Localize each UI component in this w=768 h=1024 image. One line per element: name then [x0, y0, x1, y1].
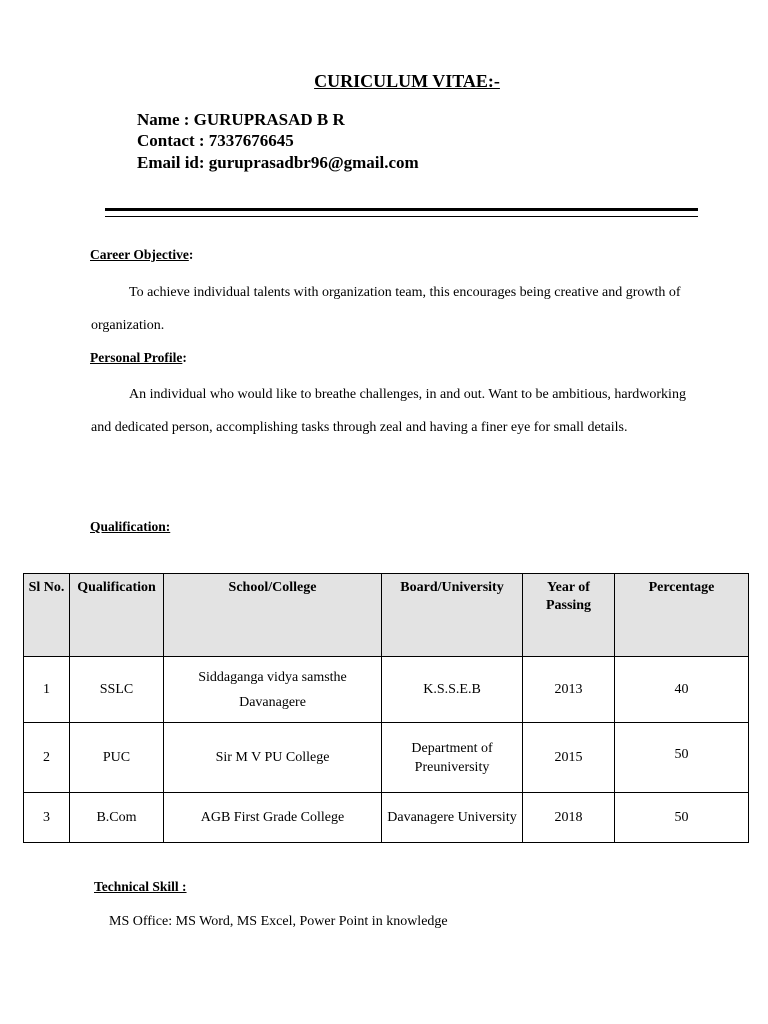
- email-line: [137, 153, 419, 173]
- header-divider: [105, 208, 698, 217]
- technical-skill-heading: Technical Skill :: [94, 879, 187, 894]
- table-header-row: [24, 574, 749, 657]
- column-header: Percentage: [615, 574, 749, 657]
- email-value: guruprasadbr96@gmail.com: [208, 153, 419, 172]
- contact-line: [137, 131, 294, 151]
- career-objective-text: [91, 276, 691, 342]
- cell-school: Sir M V PU College: [164, 723, 382, 793]
- personal-profile-heading: Personal Profile:: [90, 350, 187, 365]
- cell-percentage: 40: [615, 657, 749, 723]
- column-header: School/College: [164, 574, 382, 657]
- cell-percentage: 50: [615, 793, 749, 843]
- cell-school: Siddaganga vidya samsthe Davanagere: [164, 657, 382, 723]
- contact-value: 7337676645: [208, 131, 294, 150]
- cell-year: 2018: [523, 793, 615, 843]
- career-objective-heading: Career Objective:: [90, 247, 194, 262]
- cell-school: AGB First Grade College: [164, 793, 382, 843]
- column-header: Sl No.: [24, 574, 70, 657]
- cell-year: 2013: [523, 657, 615, 723]
- cell-sl: 3: [24, 793, 70, 843]
- personal-profile-text: [91, 378, 691, 444]
- contact-label: Contact :: [137, 131, 205, 150]
- career-objective-body: To achieve individual talents with organization team, this encourages being creative and growth of organization.: [91, 285, 681, 333]
- document-title: CURICULUM VITAE:-: [314, 71, 500, 91]
- email-label: Email id:: [137, 153, 205, 172]
- qualification-heading: Qualification:: [90, 519, 171, 534]
- name-line: [137, 110, 345, 130]
- cell-year: 2015: [523, 723, 615, 793]
- cell-board: Department of Preuniversity: [382, 723, 523, 793]
- cell-board: Davanagere University: [382, 793, 523, 843]
- cell-qualification: PUC: [70, 723, 164, 793]
- name-label: Name :: [137, 110, 190, 129]
- column-header: Qualification: [70, 574, 164, 657]
- name-value: GURUPRASAD B R: [193, 110, 345, 129]
- table-row: [24, 793, 749, 843]
- qualification-table: [23, 573, 749, 843]
- cell-percentage: 50: [615, 723, 749, 793]
- technical-skill-text: MS Office: MS Word, MS Excel, Power Point in knowledge: [109, 914, 448, 929]
- cell-qualification: B.Com: [70, 793, 164, 843]
- cell-board: K.S.S.E.B: [382, 657, 523, 723]
- cell-qualification: SSLC: [70, 657, 164, 723]
- personal-profile-body: An individual who would like to breathe challenges, in and out. Want to be ambitious, hardworking and dedicated person, accomplishing tasks through zeal and having a finer eye for small details.: [91, 387, 686, 435]
- column-header: Year of Passing: [523, 574, 615, 657]
- personal-profile-heading-text: Personal Profile: [90, 350, 183, 365]
- cell-sl: 1: [24, 657, 70, 723]
- column-header: Board/University: [382, 574, 523, 657]
- table-row: [24, 723, 749, 793]
- cell-sl: 2: [24, 723, 70, 793]
- table-row: [24, 657, 749, 723]
- career-objective-heading-text: Career Objective: [90, 247, 189, 262]
